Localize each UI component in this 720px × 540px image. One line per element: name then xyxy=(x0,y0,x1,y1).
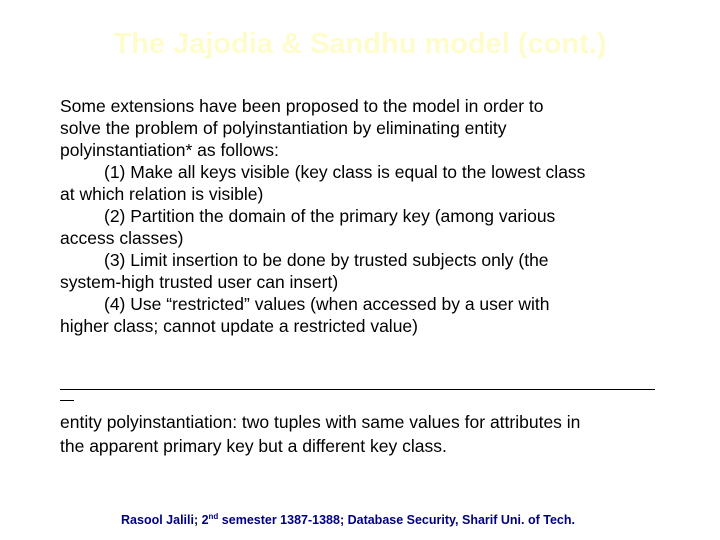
footer-superscript: nd xyxy=(208,512,219,521)
intro-line: Some extensions have been proposed to the model in order to xyxy=(60,96,544,116)
list-item-continuation: system-high trusted user can insert) xyxy=(60,272,339,292)
list-item xyxy=(60,161,660,205)
body-text xyxy=(60,95,660,337)
list-item xyxy=(60,249,660,293)
footnote-divider-tail xyxy=(60,400,74,401)
list-item-first-line: (3) Limit insertion to be done by trusted subjects only (the xyxy=(104,250,549,270)
footnote xyxy=(60,410,670,458)
footnote-divider xyxy=(60,389,655,390)
list-item xyxy=(60,293,660,337)
slide-title: The Jajodia & Sandhu model (cont.) xyxy=(113,28,607,60)
list-item-first-line: (2) Partition the domain of the primary key (among various xyxy=(104,206,556,226)
list-item-continuation: at which relation is visible) xyxy=(60,184,264,204)
intro-line: polyinstantiation* as follows: xyxy=(60,140,279,160)
list-item-first-line: (1) Make all keys visible (key class is equal to the lowest class xyxy=(104,162,586,182)
list-item-continuation: access classes) xyxy=(60,228,184,248)
footnote-line: entity polyinstantiation: two tuples with same values for attributes in xyxy=(60,412,581,432)
footer-prefix: Rasool Jalili; 2 xyxy=(121,513,209,528)
slide-footer xyxy=(0,512,696,527)
list-item-first-line: (4) Use “restricted” values (when accessed by a user with xyxy=(104,294,550,314)
footnote-line: the apparent primary key but a different key class. xyxy=(60,436,447,456)
intro-line: solve the problem of polyinstantiation by eliminating entity xyxy=(60,118,507,138)
list-item-continuation: higher class; cannot update a restricted value) xyxy=(60,316,418,336)
list-item xyxy=(60,205,660,249)
footer-suffix: semester 1387-1388; Database Security, Sharif Uni. of Tech. xyxy=(218,513,575,528)
